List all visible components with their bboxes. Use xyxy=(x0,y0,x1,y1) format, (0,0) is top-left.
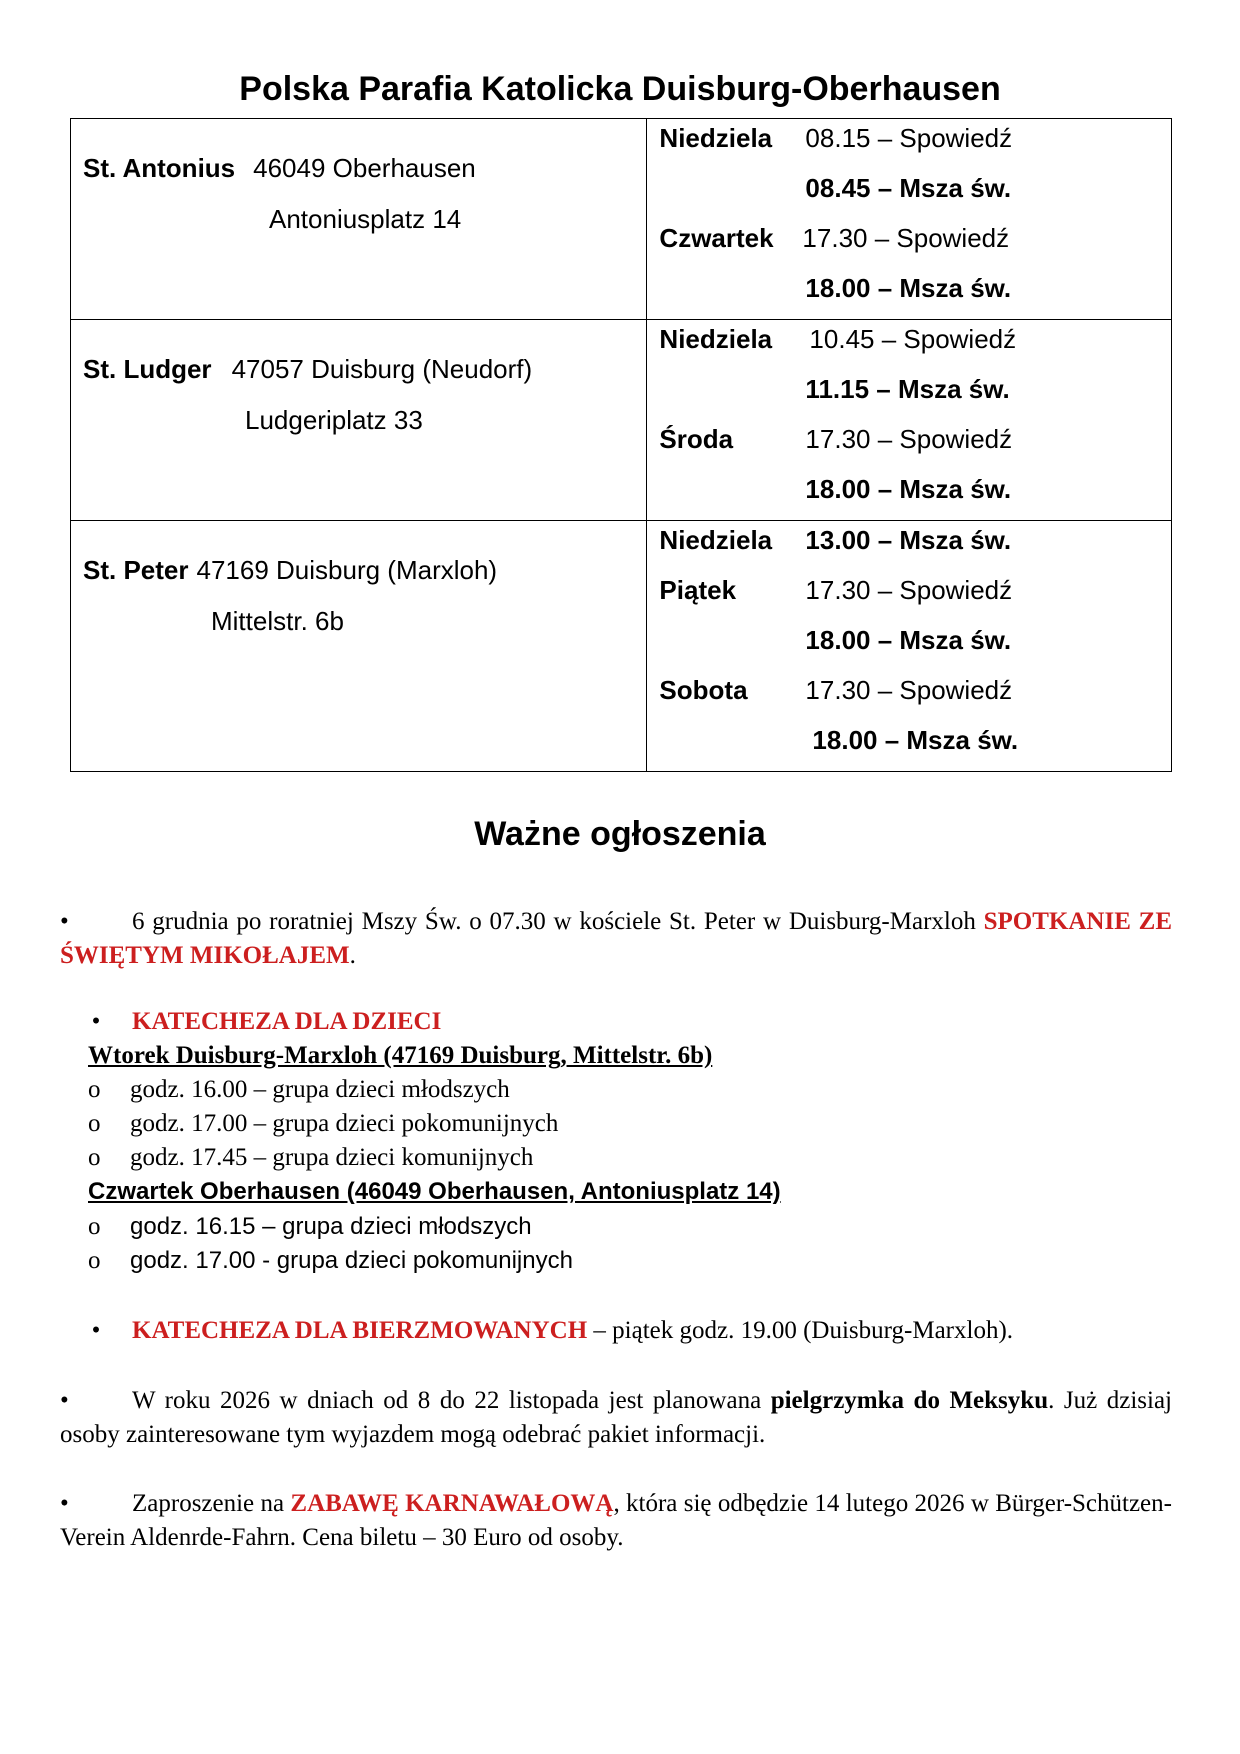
schedule-time: 17.30 – Spowiedź xyxy=(805,575,1013,605)
table-row xyxy=(71,320,1172,521)
church-name: St. Ludger xyxy=(83,354,212,384)
list-item-text: godz. 16.15 – grupa dzieci młodszych xyxy=(130,1213,532,1240)
circle-bullet-icon: o xyxy=(88,1247,101,1274)
schedule-day: Niedziela xyxy=(659,123,773,153)
list-item-text: godz. 17.00 - grupa dzieci pokomunijnych xyxy=(130,1247,573,1274)
bullet-icon: • xyxy=(91,1008,101,1035)
list-item-text: godz. 17.00 – grupa dzieci pokomunijnych xyxy=(130,1110,559,1137)
schedule-time: 17.30 – Spowiedź xyxy=(805,424,1013,454)
schedule-time: 08.45 – Msza św. xyxy=(805,173,1012,203)
announcement-text: Zaproszenie na xyxy=(132,1490,291,1517)
schedule-cell xyxy=(647,521,1172,772)
announcement-end: . xyxy=(349,942,356,969)
church-cell xyxy=(71,119,647,320)
schedule-day: Niedziela xyxy=(659,324,773,354)
bullet-icon: • xyxy=(60,1490,69,1517)
list-item xyxy=(60,1141,533,1175)
schedule-time: 17.30 – Spowiedź xyxy=(802,223,1010,253)
bullet-icon: • xyxy=(60,1387,69,1414)
schedule-time: 18.00 – Msza św. xyxy=(805,474,1012,504)
schedule-day: Piątek xyxy=(659,575,737,605)
schedule-time: 10.45 – Spowiedź xyxy=(809,324,1017,354)
list-item-text: godz. 16.00 – grupa dzieci młodszych xyxy=(130,1076,510,1103)
list-item xyxy=(60,1107,558,1141)
schedule-cell xyxy=(647,119,1172,320)
church-name: St. Peter xyxy=(83,555,189,585)
church-city: 47057 Duisburg (Neudorf) xyxy=(231,354,533,384)
schedule-time: 18.00 – Msza św. xyxy=(812,725,1019,755)
schedule-time: 17.30 – Spowiedź xyxy=(805,675,1013,705)
announcements-title: Ważne ogłoszenia xyxy=(474,815,766,853)
announcement-text: , która się odbędzie 14 lutego 2026 w Bürger-Schützen-Verein Aldenrde-Fahrn. Cena biletu – 30 Euro od osoby. xyxy=(60,1490,1172,1551)
circle-bullet-icon: o xyxy=(88,1076,101,1103)
table-row xyxy=(71,521,1172,772)
schedule-day: Sobota xyxy=(659,675,748,705)
church-name: St. Antonius xyxy=(83,153,236,183)
group-heading: Wtorek Duisburg-Marxloh (47169 Duisburg, Mittelstr. 6b) xyxy=(88,1042,713,1069)
church-city: 46049 Oberhausen xyxy=(253,153,476,183)
announcement-heading: KATECHEZA DLA BIERZMOWANYCH xyxy=(132,1317,588,1344)
schedule-day: Niedziela xyxy=(659,525,773,555)
schedule-cell xyxy=(647,320,1172,521)
schedule-day: Środa xyxy=(659,424,734,454)
announcement-text: . Już dzisiaj osoby zainteresowane tym wyjazdem mogą odebrać pakiet informacji. xyxy=(60,1387,1172,1448)
announcement-5 xyxy=(60,1487,1172,1555)
schedule-table xyxy=(70,118,1172,772)
church-city: 47169 Duisburg (Marxloh) xyxy=(196,555,498,585)
announcement-3 xyxy=(60,1314,1172,1348)
schedule-time: 08.15 – Spowiedź xyxy=(805,123,1013,153)
church-cell xyxy=(71,320,647,521)
list-item xyxy=(60,1073,510,1107)
schedule-day: Czwartek xyxy=(659,223,774,253)
announcement-bold: pielgrzymka do Meksyku xyxy=(770,1387,1049,1414)
announcement-4 xyxy=(60,1384,1172,1452)
list-item xyxy=(60,1210,532,1244)
announcement-text: W roku 2026 w dniach od 8 do 22 listopada jest planowana xyxy=(132,1387,771,1414)
announcement-text: 6 grudnia po roratniej Mszy Św. o 07.30 w kościele St. Peter w Duisburg-Marxloh xyxy=(132,908,976,935)
circle-bullet-icon: o xyxy=(88,1110,101,1137)
schedule-time: 11.15 – Msza św. xyxy=(805,374,1010,404)
announcement-highlight: ZABAWĘ KARNAWAŁOWĄ xyxy=(290,1490,614,1517)
bullet-icon: • xyxy=(91,1317,101,1344)
announcement-2 xyxy=(60,1005,1172,1039)
schedule-time: 18.00 – Msza św. xyxy=(805,625,1012,655)
church-cell xyxy=(71,521,647,772)
schedule-time: 13.00 – Msza św. xyxy=(805,525,1012,555)
circle-bullet-icon: o xyxy=(88,1213,101,1240)
group-heading: Czwartek Oberhausen (46049 Oberhausen, Antoniusplatz 14) xyxy=(88,1178,781,1205)
announcement-highlight: SPOTKANIE ZE ŚWIĘTYM MIKOŁAJEM xyxy=(60,908,1172,969)
church-street: Ludgeriplatz 33 xyxy=(245,405,423,435)
announcement-1 xyxy=(60,905,1172,973)
announcement-heading: KATECHEZA DLA DZIECI xyxy=(132,1008,442,1035)
church-street: Antoniusplatz 14 xyxy=(269,204,462,234)
page-title: Polska Parafia Katolicka Duisburg-Oberhausen xyxy=(239,70,1001,108)
bullet-icon: • xyxy=(60,908,69,935)
list-item xyxy=(60,1244,573,1278)
list-item-text: godz. 17.45 – grupa dzieci komunijnych xyxy=(130,1144,534,1171)
church-street: Mittelstr. 6b xyxy=(211,606,344,636)
announcement-text: – piątek godz. 19.00 (Duisburg-Marxloh). xyxy=(587,1317,1014,1344)
circle-bullet-icon: o xyxy=(88,1144,101,1171)
table-row xyxy=(71,119,1172,320)
schedule-time: 18.00 – Msza św. xyxy=(805,273,1012,303)
